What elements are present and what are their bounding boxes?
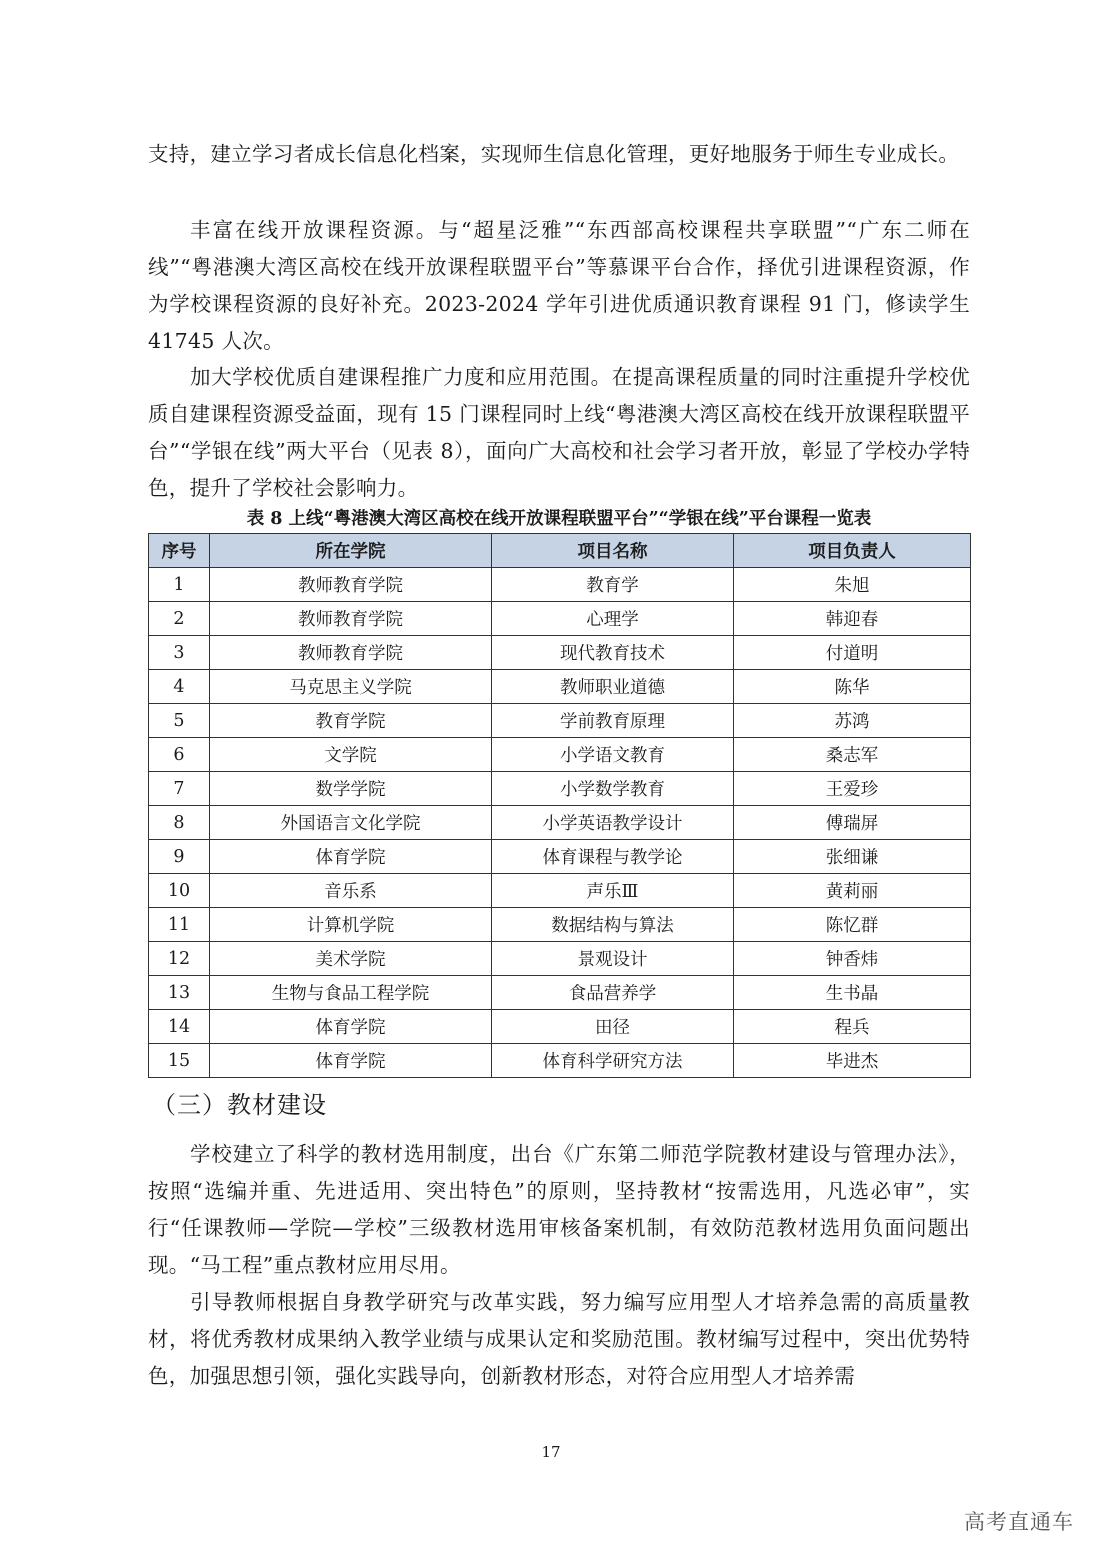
cell-project-name: 景观设计 xyxy=(492,942,734,976)
cell-college: 体育学院 xyxy=(210,1010,492,1044)
cell-index: 3 xyxy=(149,636,210,670)
cell-index: 8 xyxy=(149,806,210,840)
cell-college: 外国语言文化学院 xyxy=(210,806,492,840)
cell-index: 10 xyxy=(149,874,210,908)
cell-project-lead: 韩迎春 xyxy=(734,602,971,636)
header-project-lead: 项目负责人 xyxy=(734,534,971,568)
table-row xyxy=(149,738,971,772)
cell-project-lead: 王爱珍 xyxy=(734,772,971,806)
cell-index: 15 xyxy=(149,1044,210,1078)
cell-college: 美术学院 xyxy=(210,942,492,976)
cell-project-name: 田径 xyxy=(492,1010,734,1044)
cell-project-lead: 张细谦 xyxy=(734,840,971,874)
cell-college: 教师教育学院 xyxy=(210,636,492,670)
cell-college: 数学学院 xyxy=(210,772,492,806)
watermark: 高考直通车 xyxy=(964,1510,1074,1534)
course-table xyxy=(148,533,971,1078)
table-header-row xyxy=(149,534,971,568)
cell-college: 教师教育学院 xyxy=(210,602,492,636)
cell-index: 7 xyxy=(149,772,210,806)
section-heading: （三）教材建设 xyxy=(152,1091,327,1119)
cell-project-lead: 程兵 xyxy=(734,1010,971,1044)
cell-project-lead: 黄莉丽 xyxy=(734,874,971,908)
table-row xyxy=(149,568,971,602)
cell-index: 1 xyxy=(149,568,210,602)
cell-project-name: 声乐Ⅲ xyxy=(492,874,734,908)
table-row xyxy=(149,942,971,976)
cell-index: 13 xyxy=(149,976,210,1010)
header-college: 所在学院 xyxy=(210,534,492,568)
cell-index: 5 xyxy=(149,704,210,738)
paragraph-textbook-writing: 引导教师根据自身教学研究与改革实践，努力编写应用型人才培养急需的高质量教材，将优秀教材成果纳入教学业绩与成果认定和奖励范围。教材编写过程中，突出优势特色，加强思想引领，强化实践导向，创新教材形态，对符合应用型人才培养需 xyxy=(148,1290,970,1388)
table-row xyxy=(149,840,971,874)
paragraph-self-built-courses: 加大学校优质自建课程推广力度和应用范围。在提高课程质量的同时注重提升学校优质自建课程资源受益面，现有 15 门课程同时上线“粤港澳大湾区高校在线开放课程联盟平台”“学银在线”两大平台（见表 8），面向广大高校和社会学习者开放，彰显了学校办学特色，提升了学校社会影响力。 xyxy=(148,365,970,500)
cell-project-name: 教师职业道德 xyxy=(492,670,734,704)
cell-college: 教师教育学院 xyxy=(210,568,492,602)
cell-project-name: 小学数学教育 xyxy=(492,772,734,806)
table-row xyxy=(149,772,971,806)
cell-index: 14 xyxy=(149,1010,210,1044)
cell-project-name: 现代教育技术 xyxy=(492,636,734,670)
table-caption: 表 8 上线“粤港澳大湾区高校在线开放课程联盟平台”“学银在线”平台课程一览表 xyxy=(246,509,872,529)
paragraph-continuation: 支持，建立学习者成长信息化档案，实现师生信息化管理，更好地服务于师生专业成长。 xyxy=(148,142,960,166)
paragraph-textbook-selection: 学校建立了科学的教材选用制度，出台《广东第二师范学院教材建设与管理办法》，按照“选编并重、先进适用、突出特色”的原则，坚持教材“按需选用，凡选必审”，实行“任课教师—学院—学校”三级教材选用审核备案机制，有效防范教材选用负面问题出现。“马工程”重点教材应用尽用。 xyxy=(148,1142,970,1277)
paragraph-online-courses: 丰富在线开放课程资源。与“超星泛雅”“东西部高校课程共享联盟”“广东二师在线”“粤港澳大湾区高校在线开放课程联盟平台”等慕课平台合作，择优引进课程资源，作为学校课程资源的良好补充。2023-2024 学年引进优质通识教育课程 91 门，修读学生 41745 人次。 xyxy=(148,218,970,353)
cell-index: 4 xyxy=(149,670,210,704)
cell-project-name: 心理学 xyxy=(492,602,734,636)
cell-project-name: 体育课程与教学论 xyxy=(492,840,734,874)
cell-project-lead: 朱旭 xyxy=(734,568,971,602)
cell-college: 生物与食品工程学院 xyxy=(210,976,492,1010)
cell-index: 6 xyxy=(149,738,210,772)
page-number: 17 xyxy=(541,1443,561,1461)
cell-project-lead: 钟香炜 xyxy=(734,942,971,976)
cell-project-lead: 桑志军 xyxy=(734,738,971,772)
table-row xyxy=(149,908,971,942)
cell-project-name: 小学英语教学设计 xyxy=(492,806,734,840)
cell-project-lead: 苏鸿 xyxy=(734,704,971,738)
cell-college: 马克思主义学院 xyxy=(210,670,492,704)
header-project-name: 项目名称 xyxy=(492,534,734,568)
cell-college: 教育学院 xyxy=(210,704,492,738)
cell-project-lead: 付道明 xyxy=(734,636,971,670)
cell-project-name: 数据结构与算法 xyxy=(492,908,734,942)
cell-college: 音乐系 xyxy=(210,874,492,908)
table-row xyxy=(149,704,971,738)
cell-project-name: 体育科学研究方法 xyxy=(492,1044,734,1078)
table-row xyxy=(149,670,971,704)
table-row xyxy=(149,1010,971,1044)
cell-project-lead: 傅瑞屏 xyxy=(734,806,971,840)
cell-index: 12 xyxy=(149,942,210,976)
cell-project-lead: 陈华 xyxy=(734,670,971,704)
cell-college: 文学院 xyxy=(210,738,492,772)
cell-project-name: 教育学 xyxy=(492,568,734,602)
table-row xyxy=(149,636,971,670)
cell-college: 体育学院 xyxy=(210,840,492,874)
cell-college: 计算机学院 xyxy=(210,908,492,942)
cell-index: 2 xyxy=(149,602,210,636)
cell-index: 9 xyxy=(149,840,210,874)
header-index: 序号 xyxy=(149,534,210,568)
cell-project-name: 食品营养学 xyxy=(492,976,734,1010)
table-row xyxy=(149,1044,971,1078)
cell-project-lead: 毕进杰 xyxy=(734,1044,971,1078)
cell-college: 体育学院 xyxy=(210,1044,492,1078)
cell-project-lead: 生书晶 xyxy=(734,976,971,1010)
cell-project-name: 小学语文教育 xyxy=(492,738,734,772)
cell-index: 11 xyxy=(149,908,210,942)
cell-project-name: 学前教育原理 xyxy=(492,704,734,738)
table-row xyxy=(149,806,971,840)
cell-project-lead: 陈忆群 xyxy=(734,908,971,942)
table-row xyxy=(149,976,971,1010)
table-body xyxy=(149,568,971,1078)
table-row xyxy=(149,874,971,908)
table-row xyxy=(149,602,971,636)
